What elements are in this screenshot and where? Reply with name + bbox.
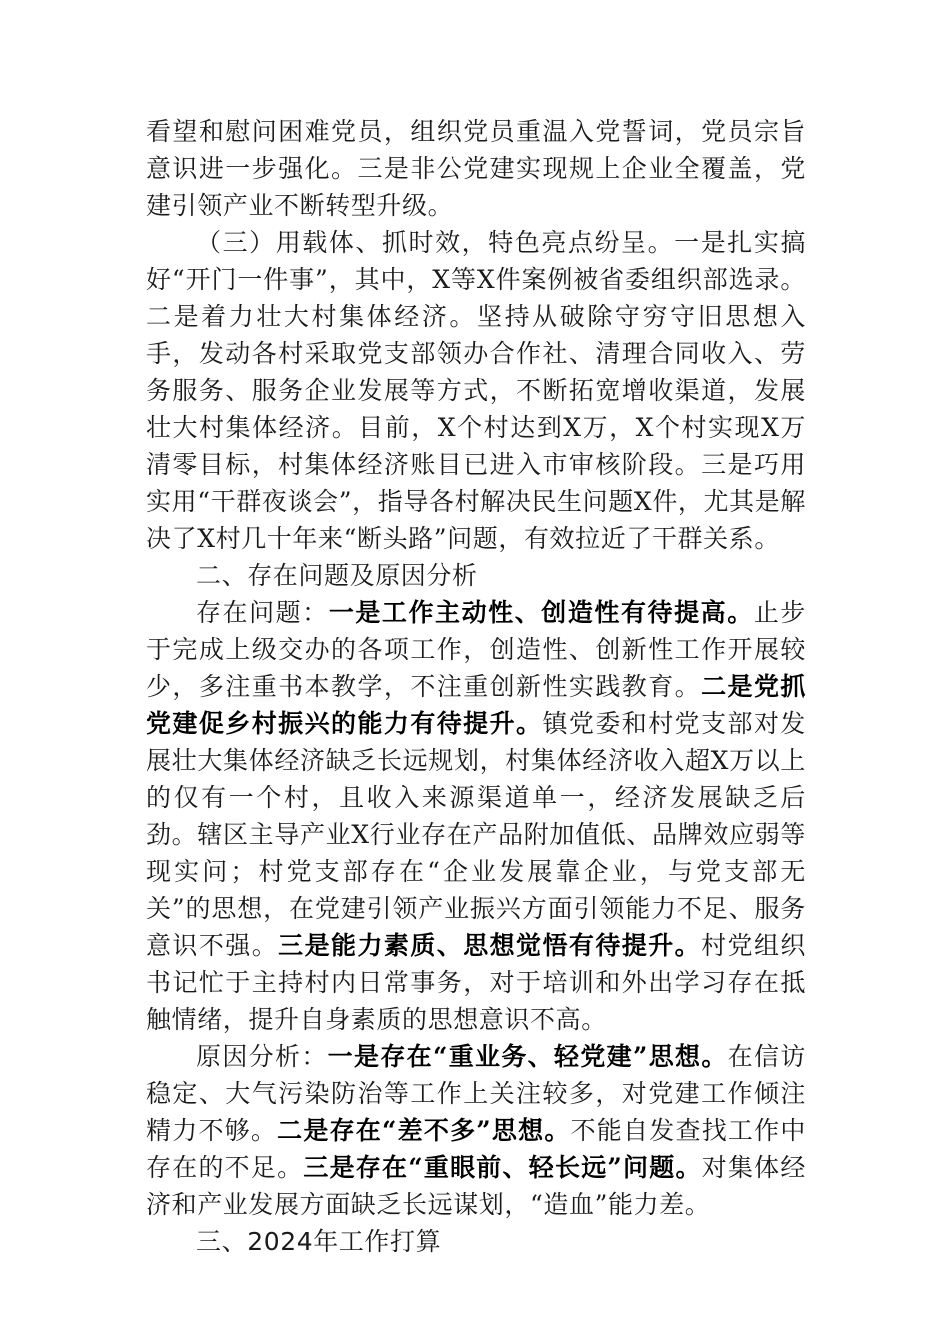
paragraph-existing-problems — [146, 594, 806, 1038]
document-page — [146, 113, 806, 1260]
causes-lead: 原因分析： — [196, 1042, 328, 1071]
problem-one-text: 止步于完成上级交办的各项工作，创造性、创新性工作开展较少，多注重书本教学，不注重创新性实践教育。 — [146, 598, 806, 701]
paragraph-cause-analysis — [146, 1038, 806, 1223]
cause-one-bold: 一是存在“重业务、轻党建”思想。 — [327, 1042, 728, 1071]
problem-two-text: 镇党委和村党支部对发展壮大集体经济缺乏长远规划，村集体经济收入超X万以上的仅有一个村，且收入来源渠道单一，经济发展缺乏后劲。辖区主导产业X行业存在产品附加值低、品牌效应弱等现实问；村党支部存在“企业发展靠企业，与党支部无关”的思想，在党建引领产业振兴方面引领能力不足、服务意识不强。 — [146, 709, 806, 960]
problems-lead: 存在问题： — [196, 598, 329, 627]
problem-one-bold: 一是工作主动性、创造性有待提高。 — [328, 598, 754, 627]
problem-three-bold: 三是能力素质、思想觉悟有待提升。 — [278, 931, 702, 960]
heading-problems-analysis: 二、存在问题及原因分析 — [196, 561, 478, 590]
cause-one-text: 在信访稳定、大气污染防治等工作上关注较多，对党建工作倾注精力不够。 — [146, 1042, 806, 1145]
problem-three-text: 村党组织书记忙于主持村内日常事务，对于培训和外出学习存在抵触情绪，提升自身素质的思想意识不高。 — [146, 931, 806, 1034]
cause-two-text: 不能自发查找工作中存在的不足。 — [146, 1116, 806, 1182]
paragraph-continuation: 看望和慰问困难党员，组织党员重温入党誓词，党员宗旨意识进一步强化。三是非公党建实现规上企业全覆盖，党建引领产业不断转型升级。 — [146, 117, 806, 220]
heading-work-plan: 三、2024年工作打算 — [196, 1227, 442, 1256]
paragraph-section-three: （三）用载体、抓时效，特色亮点纷呈。一是扎实搞好“开门一件事”，其中，X等X件案例被省委组织部选录。二是着力壮大村集体经济。坚持从破除守穷守旧思想入手，发动各村采取党支部领办合作社、清理合同收入、劳务服务、服务企业发展等方式，不断拓宽增收渠道，发展壮大村集体经济。目前，X个村达到X万，X个村实现X万清零目标，村集体经济账目已进入市审核阶段。三是巧用实用“干群夜谈会”，指导各村解决民生问题X件，尤其是解决了X村几十年来“断头路”问题，有效拉近了干群关系。 — [146, 228, 806, 553]
cause-two-bold: 二是存在“差不多”思想。 — [277, 1116, 571, 1145]
cause-three-text: 对集体经济和产业发展方面缺乏长远谋划，“造血”能力差。 — [146, 1153, 806, 1219]
cause-three-bold: 三是存在“重眼前、轻长远”问题。 — [303, 1153, 702, 1182]
problem-two-bold: 二是党抓党建促乡村振兴的能力有待提升。 — [146, 672, 806, 738]
